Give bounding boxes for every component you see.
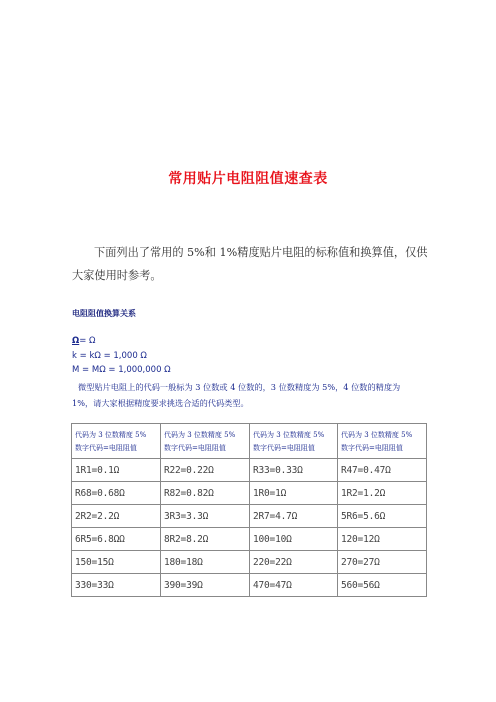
table-cell: 2R2=2.2Ω — [72, 505, 161, 528]
table-cell: 180=18Ω — [161, 551, 250, 574]
table-cell: R82=0.82Ω — [161, 482, 250, 505]
table-cell: 220=22Ω — [250, 551, 338, 574]
table-cell: 560=56Ω — [338, 574, 427, 597]
table-row — [72, 459, 427, 482]
ohm-symbol: Ω — [72, 336, 80, 346]
table-header-cell: 代码为 3 位数精度 5% 数字代码=电阻阻值 — [338, 424, 427, 459]
table-cell: 330=33Ω — [72, 574, 161, 597]
table-cell: 120=12Ω — [338, 528, 427, 551]
ohm-definition: = Ω — [79, 336, 96, 346]
intro-paragraph: 下面列出了常用的 5%和 1%精度贴片电阻的标称值和换算值，仅供大家使用时参考。 — [72, 246, 428, 282]
table-cell: 1R0=1Ω — [250, 482, 338, 505]
resistor-code-table — [71, 423, 427, 597]
section-heading: 电阻阻值换算关系 — [72, 309, 136, 318]
table-header-cell: 代码为 3 位数精度 5% 数字代码=电阻阻值 — [72, 424, 161, 459]
page-title: 常用贴片电阻阻值速查表 — [168, 171, 328, 187]
table-row — [72, 505, 427, 528]
table-row — [72, 528, 427, 551]
table-cell: 1R2=1.2Ω — [338, 482, 427, 505]
table-row — [72, 574, 427, 597]
note-line-2: 1%，请大家根据精度要求挑选合适的代码类型。 — [72, 397, 249, 408]
table-cell: R47=0.47Ω — [338, 459, 427, 482]
table-cell: 390=39Ω — [161, 574, 250, 597]
table-row — [72, 482, 427, 505]
kilo-ohm-line: k = kΩ = 1,000 Ω — [72, 350, 147, 361]
table-header-cell: 代码为 3 位数精度 5% 数字代码=电阻阻值 — [161, 424, 250, 459]
unit-conversions — [72, 334, 171, 378]
table-cell: R22=0.22Ω — [161, 459, 250, 482]
table-cell: R33=0.33Ω — [250, 459, 338, 482]
note-line-1: 微型贴片电阻上的代码一般标为 3 位数或 4 位数的，3 位数精度为 5%，4 位数的精度为 — [78, 382, 401, 392]
table-cell: 5R6=5.6Ω — [338, 505, 427, 528]
table-cell: 150=15Ω — [72, 551, 161, 574]
table-cell: 8R2=8.2Ω — [161, 528, 250, 551]
table-cell: 100=10Ω — [250, 528, 338, 551]
table-cell: 2R7=4.7Ω — [250, 505, 338, 528]
ohm-line — [72, 334, 171, 349]
table-header-row — [72, 424, 427, 459]
table-cell: 6R5=6.8ΩΩ — [72, 528, 161, 551]
table-row — [72, 551, 427, 574]
table-cell: 270=27Ω — [338, 551, 427, 574]
table-cell: 3R3=3.3Ω — [161, 505, 250, 528]
table-cell: 1R1=0.1Ω — [72, 459, 161, 482]
table-header-cell: 代码为 3 位数精度 5% 数字代码=电阻阻值 — [250, 424, 338, 459]
code-note — [72, 380, 432, 411]
mega-ohm-line: M = MΩ = 1,000,000 Ω — [72, 365, 171, 375]
table-cell: 470=47Ω — [250, 574, 338, 597]
table-cell: R68=0.68Ω — [72, 482, 161, 505]
